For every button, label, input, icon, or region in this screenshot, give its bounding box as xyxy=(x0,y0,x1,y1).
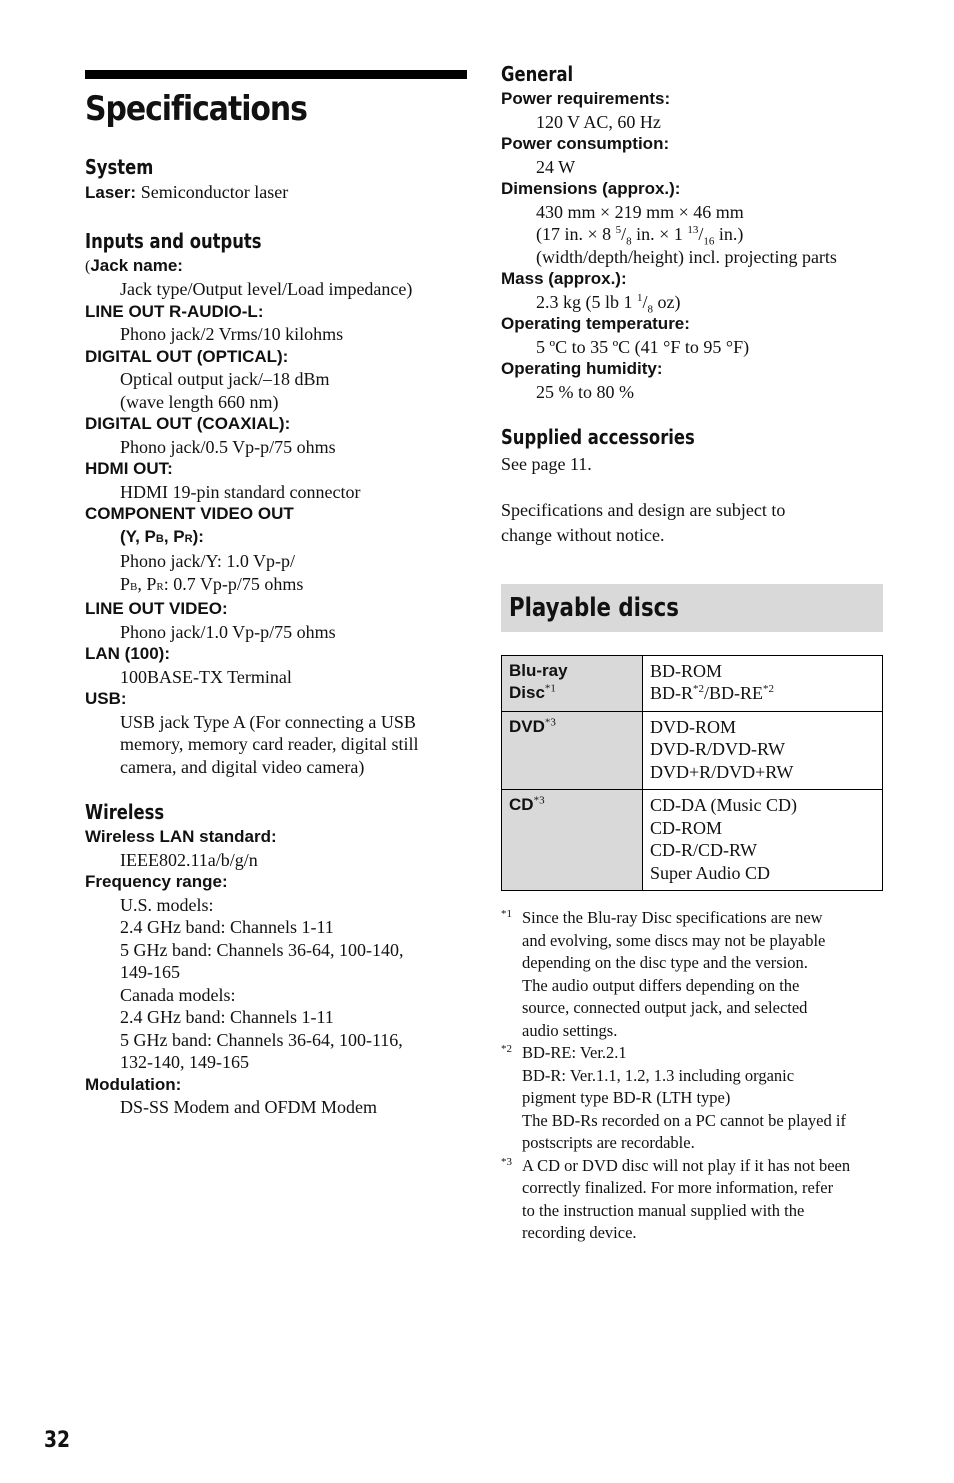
right-column xyxy=(501,62,883,1245)
frequency-range-label: Frequency range: xyxy=(85,872,228,891)
frequency-line: U.S. models: xyxy=(120,894,214,915)
dimensions-label: Dimensions (approx.): xyxy=(501,179,681,198)
frequency-line: 2.4 GHz band: Channels 1-11 xyxy=(120,917,334,937)
table-row xyxy=(502,711,883,790)
digital-optical-value: Optical output jack/–18 dBm xyxy=(120,369,330,389)
left-column xyxy=(85,70,467,1119)
component-value: PB, PR: 0.7 Vp-p/75 ohms xyxy=(120,573,304,594)
frequency-line: 132-140, 149-165 xyxy=(120,1052,249,1072)
dimensions-value: (17 in. × 8 $^5/_8$ in. × 1 $^{13}/_{16}$ in.) xyxy=(536,224,744,248)
operating-humidity-label: Operating humidity: xyxy=(501,359,663,378)
digital-coaxial-value: Phono jack/0.5 Vp-p/75 ohms xyxy=(120,436,336,457)
footnote-mark: *1 xyxy=(501,908,512,920)
operating-temperature-label: Operating temperature: xyxy=(501,314,690,333)
section-heading-inputs-outputs: Inputs and outputs xyxy=(85,228,262,253)
footnote: *2 BD-RE: Ver.2.1 BD-R: Ver.1.1, 1.2, 1.3 including organic pigment type BD-R (LTH type) The BD-Rs recorded on a PC cannot be played if postscripts are recordable. xyxy=(501,1042,883,1155)
footnote-mark: *2 xyxy=(501,1043,512,1055)
footnote-mark: *3 xyxy=(501,1155,512,1168)
digital-optical-label: DIGITAL OUT (OPTICAL): xyxy=(85,346,289,366)
modulation-label: Modulation: xyxy=(85,1074,182,1094)
disc-types: DVD-ROM DVD-R/DVD-RW DVD+R/DVD+RW xyxy=(643,711,883,790)
component-value: Phono jack/Y: 1.0 Vp-p/ xyxy=(120,551,296,571)
wireless-standard-value: IEEE802.11a/b/g/n xyxy=(120,849,258,870)
disc-types: BD-ROM $BD-R^{*2}/BD-RE^{*2}$ xyxy=(643,655,883,711)
accessories-value: See page 11. xyxy=(501,454,592,474)
page-title: Specifications xyxy=(85,89,307,129)
hdmi-value: HDMI 19-pin standard connector xyxy=(120,481,361,502)
usb-value: memory, memory card reader, digital still xyxy=(120,734,419,754)
frequency-line: 5 GHz band: Channels 36-64, 100-140, xyxy=(120,939,404,960)
playable-discs-heading: Playable discs xyxy=(509,592,679,623)
table-row xyxy=(502,790,883,891)
wireless-standard-label: Wireless LAN standard: xyxy=(85,827,277,846)
power-consumption-label: Power consumption: xyxy=(501,134,670,153)
section-heading-general: General xyxy=(501,62,574,86)
dimensions-value: 430 mm × 219 mm × 46 mm xyxy=(536,201,744,222)
power-requirements-value: 120 V AC, 60 Hz xyxy=(536,111,661,132)
frequency-line: 5 GHz band: Channels 36-64, 100-116, xyxy=(120,1029,403,1050)
usb-value: USB jack Type A (For connecting a USB xyxy=(120,711,416,732)
mass-label: Mass (approx.): xyxy=(501,269,627,288)
title-rule xyxy=(85,70,467,79)
playable-discs-banner xyxy=(501,584,883,632)
page-number: 32 xyxy=(44,1428,71,1453)
frequency-line: 149-165 xyxy=(120,962,180,982)
jack-name-label: (Jack name: xyxy=(85,255,183,275)
disc-category: DVD$^{*3}$ xyxy=(502,711,643,790)
footnote: *3 A CD or DVD disc will not play if it has not been correctly finalized. For more information, refer to the instruction manual supplied with the recording device. xyxy=(501,1155,883,1245)
section-heading-accessories: Supplied accessories xyxy=(501,425,695,449)
operating-humidity-value: 25 % to 80 % xyxy=(536,381,634,402)
notice-text: Specifications and design are subject to xyxy=(501,499,786,520)
section-heading-system: System xyxy=(85,155,154,179)
modulation-value: DS-SS Modem and OFDM Modem xyxy=(120,1097,378,1117)
dimensions-value: (width/depth/height) incl. projecting parts xyxy=(536,246,837,267)
usb-value: camera, and digital video camera) xyxy=(120,756,365,777)
lan-value: 100BASE-TX Terminal xyxy=(120,666,292,687)
operating-temperature-value: 5 ºC to 35 ºC (41 °F to 95 °F) xyxy=(536,336,750,357)
usb-label: USB: xyxy=(85,689,127,708)
footnote: *1 Since the Blu-ray Disc specifications are new and evolving, some discs may not be playable depending on the disc type and the version. The audio output differs depending on the source, connected output jack, and selected audio settings. xyxy=(501,907,883,1042)
line-out-video-value: Phono jack/1.0 Vp-p/75 ohms xyxy=(120,621,336,642)
line-out-audio-value: Phono jack/2 Vrms/10 kilohms xyxy=(120,324,344,344)
disc-category: Blu-ray Disc$^{*1}$ xyxy=(502,655,643,711)
power-requirements-label: Power requirements: xyxy=(501,89,671,108)
mass-value: 2.3 kg (5 lb 1 $^1/_8$ oz) xyxy=(536,291,681,316)
component-label: COMPONENT VIDEO OUT xyxy=(85,504,294,523)
power-consumption-value: 24 W xyxy=(536,156,576,177)
frequency-line: 2.4 GHz band: Channels 1-11 xyxy=(120,1007,334,1027)
playable-discs-table xyxy=(501,655,883,892)
hdmi-label: HDMI OUT: xyxy=(85,459,173,478)
line-out-audio-label: LINE OUT R-AUDIO-L: xyxy=(85,301,264,321)
digital-optical-value: (wave length 660 nm) xyxy=(120,391,279,412)
notice-text: change without notice. xyxy=(501,524,665,545)
component-label-sub: (Y, PB, PR): xyxy=(120,526,204,546)
section-heading-wireless: Wireless xyxy=(85,800,165,824)
line-out-video-label: LINE OUT VIDEO: xyxy=(85,599,228,618)
disc-category: CD$^{*3}$ xyxy=(502,790,643,891)
jack-name-desc: Jack type/Output level/Load impedance) xyxy=(120,279,413,299)
digital-coaxial-label: DIGITAL OUT (COAXIAL): xyxy=(85,414,291,433)
lan-label: LAN (100): xyxy=(85,644,171,663)
frequency-line: Canada models: xyxy=(120,984,236,1005)
laser-spec: Laser: Semiconductor laser xyxy=(85,182,289,202)
disc-types: CD-DA (Music CD) CD-ROM CD-R/CD-RW Super Audio CD xyxy=(643,790,883,891)
table-row xyxy=(502,655,883,711)
